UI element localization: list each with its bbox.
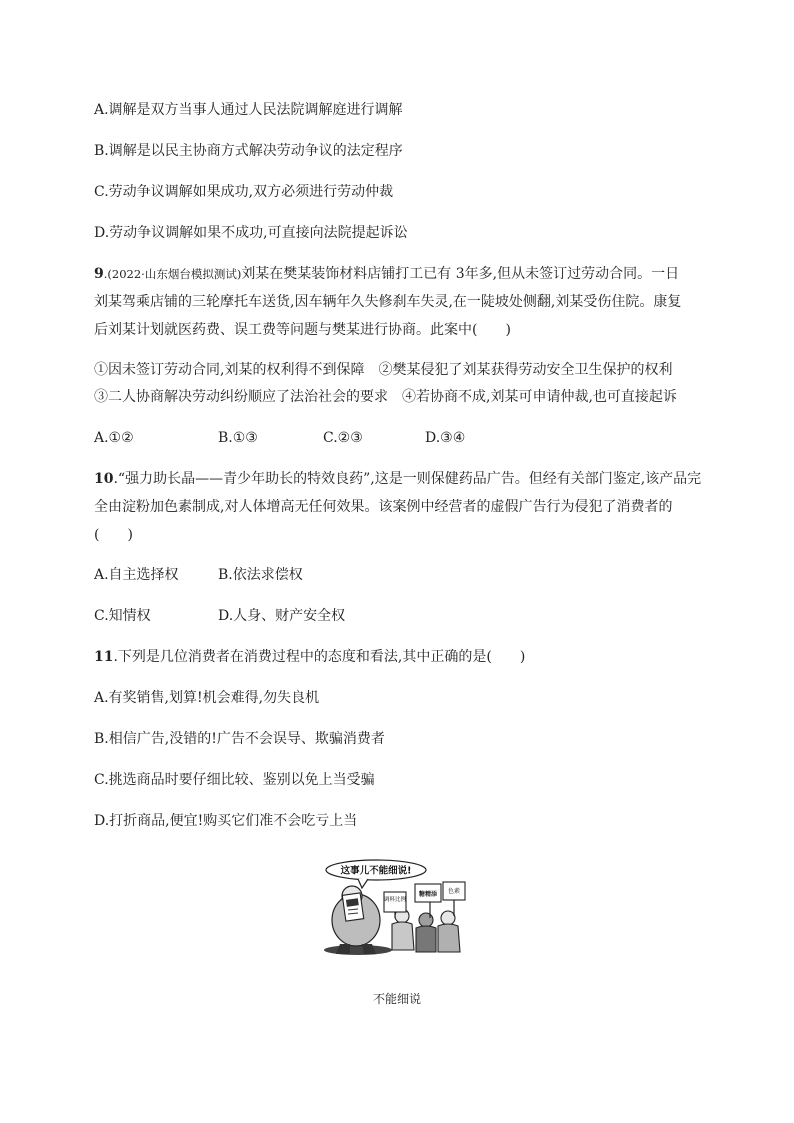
q11-text: .下列是几位消费者在消费过程中的态度和看法,其中正确的是( ) — [113, 649, 526, 665]
q10-option-b: B.依法求偿权 — [218, 567, 303, 583]
q8-option-d: D.劳动争议调解如果不成功,可直接向法院提起诉讼 — [94, 225, 408, 241]
sign-2-text: 糖精添 — [418, 891, 438, 898]
q8-option-c: C.劳动争议调解如果成功,双方必须进行劳动仲裁 — [94, 184, 394, 200]
sign-3-text: 色素 — [447, 888, 461, 895]
q8-option-a: A.调解是双方当事人通过人民法院调解庭进行调解 — [94, 102, 403, 118]
speech-text: 这事儿不能细说! — [340, 865, 412, 877]
q10-option-c: C.知情权 — [94, 608, 151, 624]
q9-text-line1: 刘某在樊某装饰材料店铺打工已有 3年多,但从未签订过劳动合同。一日 — [241, 266, 680, 282]
q9-source: .(2022·山东烟台模拟测试) — [103, 267, 242, 281]
q11-option-a: A.有奖销售,划算!机会难得,勿失良机 — [94, 690, 320, 706]
q9-statements-1: ①因未签订劳动合同,刘某的权利得不到保障 ②樊某侵犯了刘某获得劳动安全卫生保护的权利 — [94, 362, 673, 378]
q10-stem-line1 — [94, 470, 701, 488]
q9-option-c: C.②③ — [323, 430, 363, 446]
q10-option-d: D.人身、财产安全权 — [218, 608, 346, 624]
q11-option-b: B.相信广告,没错的!广告不会误导、欺骗消费者 — [94, 731, 385, 747]
q11-option-d: D.打折商品,便宜!购买它们准不会吃亏上当 — [94, 813, 358, 829]
q10-stem-line3: ( ) — [94, 527, 133, 543]
q11-number: 11 — [94, 649, 114, 665]
q8-option-b: B.调解是以民主协商方式解决劳动争议的法定程序 — [94, 143, 403, 159]
q9-stem-line2: 刘某驾乘店铺的三轮摩托车送货,因车辆年久失修刹车失灵,在一陡坡处侧翻,刘某受伤住院。康复 — [94, 294, 682, 310]
q9-option-a: A.①② — [94, 430, 134, 446]
q11-option-c: C.挑选商品时要仔细比较、鉴别以免上当受骗 — [94, 772, 375, 788]
q9-stem-line1 — [94, 265, 679, 283]
q10-text-line1: .“强力助长晶——青少年助长的特效良药”,这是一则保健药品广告。但经有关部门鉴定,该产品完 — [113, 471, 702, 487]
q9-option-b: B.①③ — [218, 430, 258, 446]
sign-1-text: 调料比例 — [383, 897, 407, 903]
q10-number: 10 — [94, 471, 114, 487]
q9-number: 9 — [94, 266, 104, 282]
q9-stem-line3: 后刘某计划就医药费、误工费等问题与樊某进行协商。此案中( ) — [94, 322, 511, 338]
q9-statements-2: ③二人协商解决劳动纠纷顺应了法治社会的要求 ④若协商不成,刘某可申请仲裁,也可直接起诉 — [94, 389, 677, 405]
cartoon-illustration — [318, 858, 470, 960]
cartoon-caption: 不能细说 — [372, 992, 421, 1006]
q9-option-d: D.③④ — [425, 430, 466, 446]
product-box — [342, 893, 363, 921]
q11-stem — [94, 648, 525, 666]
q10-stem-line2: 全由淀粉加色素制成,对人体增高无任何效果。该案例中经营者的虚假广告行为侵犯了消费者的 — [94, 499, 673, 515]
q10-option-a: A.自主选择权 — [94, 567, 179, 583]
